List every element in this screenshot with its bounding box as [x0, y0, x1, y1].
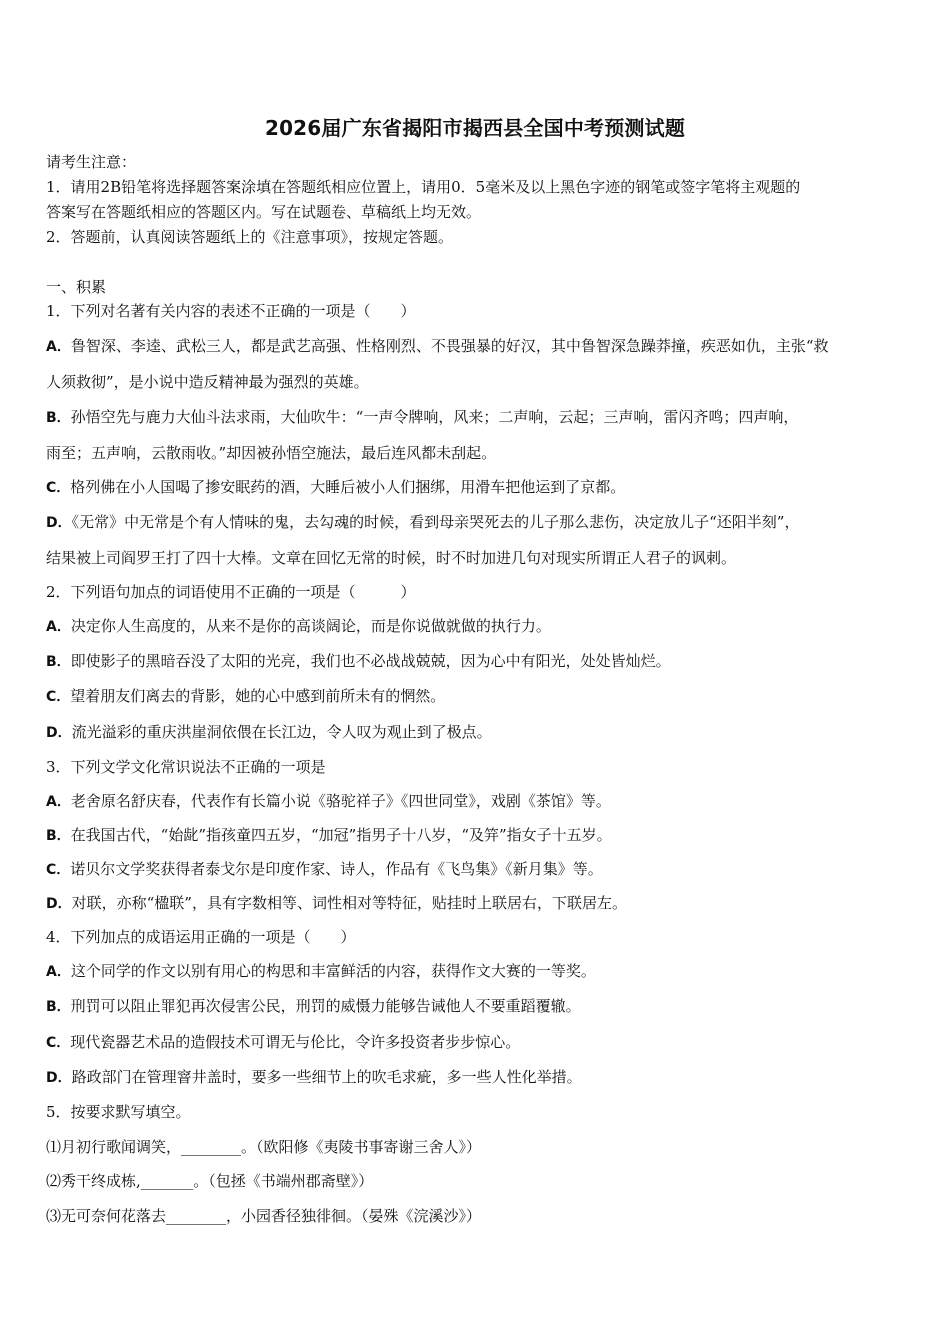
q3-option-d [46, 893, 627, 914]
option-text: 刑罚可以阻止罪犯再次侵害公民，刑罚的威慑力能够告诫他人不要重蹈覆辙。 [70, 997, 581, 1015]
option-text: 望着朋友们离去的背影，她的心中感到前所未有的惘然。 [70, 687, 446, 705]
option-label: A． [46, 794, 71, 810]
q5-item-1: ⑴月初行歌闻调笑，________。（欧阳修《夷陵书事寄谢三舍人》） [46, 1138, 482, 1156]
option-label: A． [46, 964, 71, 980]
notice-item-1-line-1: 1．请用2B铅笔将选择题答案涂填在答题纸相应位置上，请用0．5毫米及以上黑色字迹的钢笔或签字笔将主观题的 [46, 178, 801, 196]
notice-item-2: 2．答题前，认真阅读答题纸上的《注意事项》，按规定答题。 [46, 228, 454, 246]
notice-heading: 请考生注意： [46, 153, 137, 171]
option-label: D． [46, 896, 72, 912]
q4-option-a [46, 961, 596, 982]
option-label: A． [46, 619, 71, 635]
option-text: 流光溢彩的重庆洪崖洞依偎在长江边，令人叹为观止到了极点。 [71, 723, 492, 741]
option-text: 路政部门在管理窨井盖时，要多一些细节上的吹毛求疵，多一些人性化举措。 [71, 1068, 582, 1086]
q2-option-d [46, 722, 492, 743]
option-text: 诺贝尔文学奖获得者泰戈尔是印度作家、诗人，作品有《飞鸟集》《新月集》等。 [70, 860, 603, 878]
q2-stem: 2．下列语句加点的词语使用不正确的一项是（ ） [46, 583, 416, 601]
q1-option-c [46, 477, 625, 498]
option-text: 即使影子的黑暗吞没了太阳的光亮，我们也不必战战兢兢，因为心中有阳光，处处皆灿烂。 [70, 652, 671, 670]
q5-stem: 5．按要求默写填空。 [46, 1103, 191, 1121]
option-label: D． [46, 515, 72, 531]
q3-stem: 3．下列文学文化常识说法不正确的一项是 [46, 758, 326, 776]
option-label: B． [46, 654, 71, 670]
q1-option-a-cont: 人须救彻”，是小说中造反精神最为强烈的英雄。 [46, 373, 369, 391]
option-label: C． [46, 480, 71, 496]
option-text: 孙悟空先与鹿力大仙斗法求雨，大仙吹牛：“一声令牌响，风来；二声响，云起；三声响，雷闪齐鸣；四声响， [70, 408, 799, 426]
q2-option-c [46, 686, 445, 707]
q4-option-d [46, 1067, 582, 1088]
option-label: B． [46, 999, 71, 1015]
q5-item-3: ⑶无可奈何花落去________，小园香径独徘徊。（晏殊《浣溪沙》） [46, 1207, 482, 1225]
q4-option-b [46, 996, 581, 1017]
option-text: 现代瓷器艺术品的造假技术可谓无与伦比，令许多投资者步步惊心。 [70, 1033, 521, 1051]
option-label: C． [46, 1035, 71, 1051]
page-title: 2026届广东省揭阳市揭西县全国中考预测试题 [264, 116, 686, 140]
q3-option-b [46, 825, 612, 846]
option-label: D． [46, 1070, 72, 1086]
option-label: D． [46, 725, 72, 741]
q2-option-a [46, 616, 551, 637]
q3-option-a [46, 791, 611, 812]
q4-option-c [46, 1032, 520, 1053]
section-heading: 一、积累 [46, 278, 107, 296]
option-text: 鲁智深、李逵、武松三人，都是武艺高强、性格刚烈、不畏强暴的好汉，其中鲁智深急躁莽撞，疾恶如仇，主张“救 [70, 337, 829, 355]
option-label: B． [46, 410, 71, 426]
option-label: C． [46, 689, 71, 705]
q4-stem: 4．下列加点的成语运用正确的一项是（ ） [46, 928, 356, 946]
q1-stem: 1．下列对名著有关内容的表述不正确的一项是（ ） [46, 302, 416, 320]
q2-option-b [46, 651, 671, 672]
q1-option-d-cont: 结果被上司阎罗王打了四十大棒。文章在回忆无常的时候，时不时加进几句对现实所谓正人君子的讽刺。 [46, 549, 737, 567]
option-text: 决定你人生高度的，从来不是你的高谈阔论，而是你说做就做的执行力。 [70, 617, 551, 635]
notice-item-1-line-2: 答案写在答题纸相应的答题区内。写在试题卷、草稿纸上均无效。 [46, 203, 482, 221]
option-label: B． [46, 828, 71, 844]
option-text: 《无常》中无常是个有人情味的鬼，去勾魂的时候，看到母亲哭死去的儿子那么悲伤，决定放儿子“还阳半刻”， [71, 513, 800, 531]
option-text: 在我国古代，“始龀”指孩童四五岁，“加冠”指男子十八岁，“及笄”指女子十五岁。 [70, 826, 612, 844]
option-label: C． [46, 862, 71, 878]
q3-option-c [46, 859, 603, 880]
q1-option-d [46, 512, 799, 533]
option-text: 老舍原名舒庆春，代表作有长篇小说《骆驼祥子》《四世同堂》，戏剧《茶馆》等。 [70, 792, 611, 810]
q1-option-b-cont: 雨至；五声响，云散雨收。”却因被孙悟空施法，最后连风都未刮起。 [46, 444, 497, 462]
option-label: A． [46, 339, 71, 355]
q1-option-a [46, 336, 829, 357]
option-text: 对联，亦称“楹联”，具有字数相等、词性相对等特征，贴挂时上联居右，下联居左。 [71, 894, 627, 912]
q1-option-b [46, 407, 798, 428]
option-text: 这个同学的作文以别有用心的构思和丰富鲜活的内容，获得作文大赛的一等奖。 [70, 962, 596, 980]
q5-item-2: ⑵秀干终成栋,_______。（包拯《书端州郡斋壁》） [46, 1172, 374, 1190]
option-text: 格列佛在小人国喝了掺安眠药的酒，大睡后被小人们捆绑，用滑车把他运到了京都。 [70, 478, 626, 496]
